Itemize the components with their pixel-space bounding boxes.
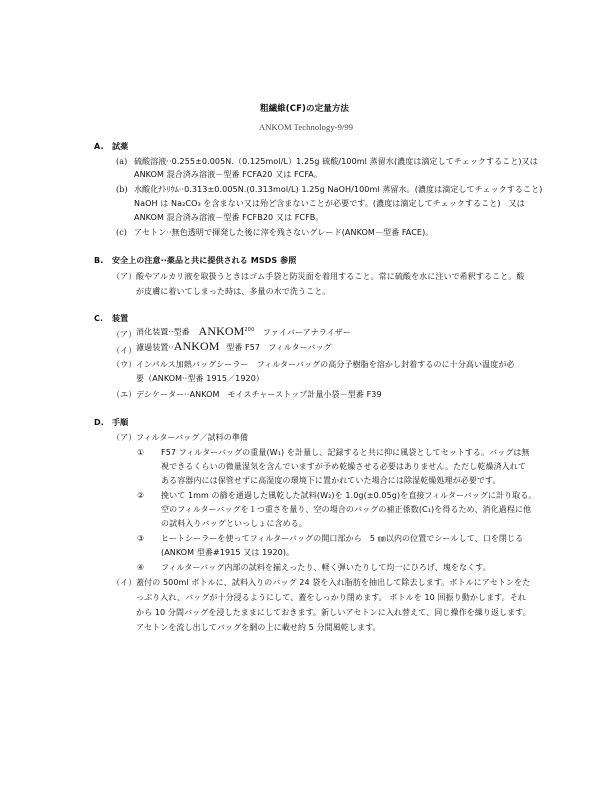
document-subtitle: ANKOM Technology-9/99: [259, 122, 354, 132]
section-a-item-c-mark: (c): [116, 228, 128, 237]
section-b-item-a-line2: が皮膚に着いてしまった時は、多量の水で洗うこと。: [136, 287, 331, 296]
section-c-heading: 装置: [112, 314, 129, 323]
section-a-item-a-mark: (a): [116, 157, 128, 166]
section-b-item-a-line1: 酸やアルカリ液を取扱うときはゴム手袋と防災面を着用すること。常に硫酸を水に注いで希釈すること。酸: [136, 272, 525, 281]
section-a-item-b-line1: 水酸化ﾅﾄﾘｳﾑ··0.313±0.005N.(0.313mol/L) 1.25g NaOH/100ml 蒸留水。(濃度は滴定してチェックすること): [134, 185, 543, 194]
section-c-item-a-model: ANKOM: [198, 323, 245, 338]
section-b-label: B.: [94, 256, 104, 265]
section-c-item-i-mark: （イ）: [112, 346, 137, 355]
section-c-item-a-post: ファイバーアナライザー: [262, 327, 352, 337]
section-d-step-3-mark: ③: [137, 534, 145, 543]
section-a-item-b-mark: (b): [116, 185, 128, 194]
section-b-heading: 安全上の注意··薬品と共に提供される MSDS 参照: [112, 256, 297, 265]
section-c-item-a-sup: 200: [244, 327, 255, 333]
section-c-item-u-mark: （ウ）: [112, 360, 137, 369]
section-d-item-a-mark: （ア）: [112, 433, 137, 442]
section-d-step-2-mark: ②: [137, 491, 145, 500]
section-d-step-1-line2: 視できるくらいの微量湿気を含んでいますが予め乾燥させる必要はありません。ただし乾燥済入れて: [161, 462, 526, 471]
section-d-step-3-line1: ヒートシーラーを使ってフィルターバッグの開口部から 5 ㎜以内の位置でシールして、口を閉じる: [161, 534, 524, 543]
section-d-heading: 手順: [112, 418, 129, 427]
section-d-step-2-line2: 空のフィルターバッグを１つ重さを量り、空の場合のバッグの補正係数(C₁)を得るため、消化過程に他: [161, 505, 532, 514]
section-d-item-i-line1: 蓋付の 500ml ボトルに、試料入りのバッグ 24 袋を入れ脂肪を抽出して除去します。ボトルにアセトンをた: [136, 578, 531, 587]
section-d-step-1-line1: F57 フィルターバッグの重量(W₁) を計量し、記録すると共に抑に風袋としてセットする。バッグは無: [161, 448, 530, 457]
section-c-item-i-pre: 濾過装置··: [136, 343, 174, 352]
section-d-item-i-line3: から 10 分間バッグを浸したままにしておきます。新しいアセトンに入れ替えて、同じ操作を繰り返します。: [136, 608, 531, 617]
section-a-label: A.: [94, 142, 104, 151]
section-d-step-4-line1: フィルターバッグ内部の試料を揃えったり、軽く弾いたりして均一にひろげ、塊をなくす。: [161, 563, 491, 572]
section-c-item-e-mark: （エ）: [112, 390, 137, 399]
section-c-item-i: [136, 341, 332, 353]
section-d-step-1-mark: ①: [137, 448, 145, 457]
section-d-step-4-mark: ④: [137, 563, 145, 572]
document-title: 粗繊維(CF)の定量方法: [260, 104, 350, 114]
section-c-item-i-post: 型番 F57 フィルターバッグ: [226, 343, 332, 352]
section-a-item-b-line3: ANKOM 混合済み溶液－型番 FCFB20 又は FCFB。: [134, 213, 324, 222]
section-d-item-a-heading: フィルターバッグ／試料の準備: [136, 433, 249, 442]
section-c-item-e-line1: デシケーター··ANKOM モイスチャーストップ計量小袋－型番 F39: [136, 390, 382, 399]
section-d-item-i-line2: っぷり入れ、バッグが十分浸るようにして、蓋をしっかり閉めます。 ボトルを 10 回振り動かします。それ: [136, 593, 526, 602]
section-d-step-2-line1: 挽いて 1mm の篩を通過した風乾した試料(W₂)を 1.0g(±0.05g)を直接フィルターバッグに計り取る。: [161, 491, 537, 500]
section-c-item-a: [136, 325, 351, 338]
section-c-label: C.: [94, 314, 104, 323]
section-b-item-a-mark: （ア）: [112, 272, 137, 281]
section-a-item-c-line1: アセトン··無色透明で揮発した後に滓を残さないグレード(ANKOM－型番 FACE)。: [134, 228, 434, 237]
section-d-item-i-mark: （イ）: [112, 578, 137, 587]
section-a-heading: 試薬: [112, 142, 129, 151]
section-a-item-a-line2: ANKOM 混合済み溶液－型番 FCFA20 又は FCFA。: [134, 170, 322, 179]
section-d-item-i-line4: アセトンを流し出してバッグを網の上に載せ約 5 分間風乾します。: [136, 623, 381, 632]
section-c-item-a-mark: （ア）: [112, 330, 137, 339]
section-c-item-a-pre: 消化装置··型番: [136, 327, 190, 337]
section-d-label: D.: [94, 418, 104, 427]
section-d-step-1-line3: ある容器内には保管せずに高湿度の環境下に置かれていた場合には除湿乾燥処理が必要です。: [161, 476, 501, 485]
section-a-item-b-line2: NaOH は Na₂CO₃ を含まない又は殆ど含まないことが必要です。(濃度は滴定してチェックすること) 又は: [134, 199, 525, 208]
section-c-item-u-line2: 要（ANKOM··型番 1915／1920）: [136, 374, 265, 383]
section-c-item-i-model: ANKOM: [173, 339, 220, 353]
section-c-item-u-line1: インパルス加熱バッグシーラー フィルターバッグの高分子樹脂を溶かし封着するのに十分高い温度が必: [136, 360, 515, 369]
section-a-item-a-line1: 硫酸溶液··0.255±0.005N.（0.125mol/L）1.25g 硫酸/100ml 蒸留水(濃度は滴定してチェックすること)又は: [134, 157, 538, 166]
section-d-step-2-line3: の試料入りバッグといっしょに含める。: [161, 519, 307, 528]
section-d-step-3-line2: (ANKOM 型番#1915 又は 1920)。: [161, 548, 295, 557]
